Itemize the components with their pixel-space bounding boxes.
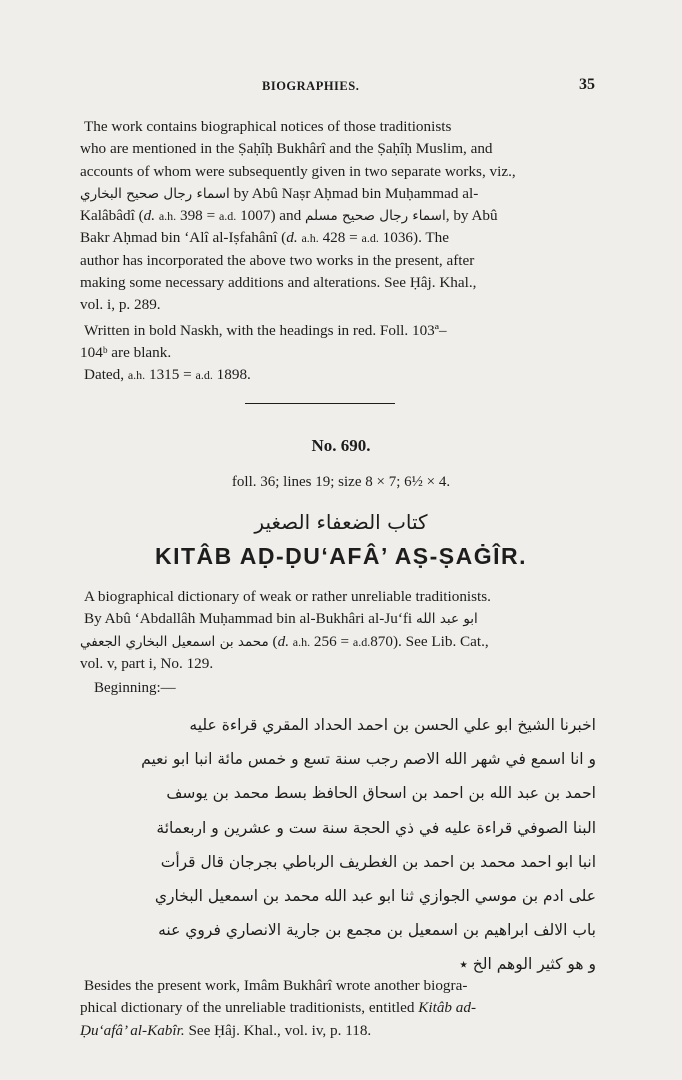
closing-line-1: Besides the present work, Imâm Bukhârî wrote another biogra- bbox=[84, 977, 468, 994]
arabic-book-title-2: اسماء رجال صحيح مسلم bbox=[305, 208, 446, 225]
intro-line-2: who are mentioned in the Ṣaḥîḥ Bukhârî and the Ṣaḥîḥ Muslim, and bbox=[80, 140, 493, 158]
dated-line: Dated, a.h. 1315 = a.d. 1898. bbox=[84, 366, 251, 383]
entry-number: No. 690. bbox=[311, 436, 371, 455]
arabic-line: البنا الصوفي قراءة عليه في ذي الحجة سنة ست و عشرين و اربعمائة bbox=[156, 818, 596, 837]
intro-line-4: اسماء رجال صحيح البخاري by Abû Naṣr Aḥmad bin Muḥammad al- bbox=[80, 184, 479, 202]
arabic-line: على ادم بن موسي الجوازي ثنا ابو عبد الله محمد بن اسمعيل البخاري bbox=[154, 887, 596, 906]
intro-line-7: author has incorporated the above two works in the present, after bbox=[80, 251, 475, 269]
description-line-1: A biographical dictionary of weak or rather unreliable traditionists. bbox=[84, 588, 491, 605]
section-divider bbox=[245, 403, 395, 404]
intro-line-6: Bakr Aḥmad bin ‘Alî al-Iṣfahânî (d. a.h. 428 = a.d. 1036). The bbox=[80, 229, 450, 247]
intro-line-3: accounts of whom were subsequently given in two separate works, viz., bbox=[80, 162, 516, 180]
page-header bbox=[80, 76, 610, 98]
closing-line-3: Ḍu‘afâ’ al-Kabîr. See Ḥâj. Khal., vol. iv, p. 118. bbox=[80, 1021, 372, 1039]
beginning-label: Beginning:— bbox=[94, 680, 176, 696]
arabic-line: باب الالف ابراهيم بن اسمعيل بن مجمع بن جارية الانصاري فروي عنه bbox=[158, 921, 596, 940]
arabic-line: احمد بن عبد الله بن احمد بن اسحاق الحافظ بسط محمد بن يوسف bbox=[166, 784, 596, 803]
description-line-3: محمد بن اسمعيل البخاري الجعفي (d. a.h. 256 = a.d.870). See Lib. Cat., bbox=[80, 632, 489, 650]
arabic-book-title-1: اسماء رجال صحيح البخاري bbox=[80, 185, 230, 202]
entry-collation: foll. 36; lines 19; size 8 × 7; 6½ × 4. bbox=[231, 474, 451, 490]
intro-paragraph bbox=[80, 116, 596, 317]
written-line-2: 104ᵇ are blank. bbox=[80, 344, 172, 362]
arabic-line: و انا اسمع في شهر الله الاصم رجب سنة تسع و خمس مائة انبا ابو نعيم bbox=[141, 750, 596, 769]
page-number: 35 bbox=[579, 76, 595, 93]
entry-title: KITÂB AḌ-ḌU‘AFÂ’ AṢ-ṢAĠÎR. bbox=[154, 543, 528, 569]
running-head: BIOGRAPHIES. bbox=[262, 79, 360, 93]
closing-paragraph bbox=[80, 975, 596, 1042]
description-line-4: vol. v, part i, No. 129. bbox=[80, 654, 214, 672]
arabic-incipit bbox=[96, 708, 596, 982]
closing-line-2: phical dictionary of the unreliable traditionists, entitled Kitâb ad- bbox=[80, 999, 477, 1017]
entry-arabic-title: كتاب الضعفاء الصغير bbox=[254, 510, 428, 534]
intro-line-1: The work contains biographical notices of those traditionists bbox=[84, 118, 452, 135]
written-line-1: Written in bold Naskh, with the headings in red. Foll. 103ª– bbox=[84, 322, 447, 339]
arabic-line: و هو كثير الوهم الخ ٭ bbox=[459, 955, 596, 974]
intro-line-9: vol. i, p. 289. bbox=[80, 296, 161, 314]
arabic-line: انبا ابو احمد محمد بن احمد بن الغطريف الرباطي بجرجان قال قرأت bbox=[160, 852, 596, 871]
description-paragraph bbox=[80, 586, 596, 675]
intro-line-8: making some necessary additions and alterations. See Ḥâj. Khal., bbox=[80, 274, 477, 292]
arabic-line: اخبرنا الشيخ ابو علي الحسن بن احمد الحداد المقري قراءة عليه bbox=[189, 716, 596, 734]
intro-line-5: Kalâbâdî (d. a.h. 398 = a.d. 1007) and اسماء رجال صحيح مسلم, by Abû bbox=[80, 207, 498, 225]
written-paragraph bbox=[80, 320, 596, 365]
description-line-2: By Abû ‘Abdallâh Muḥammad bin al-Bukhâri al-Ju‘fi ابو عبد الله bbox=[84, 610, 478, 628]
